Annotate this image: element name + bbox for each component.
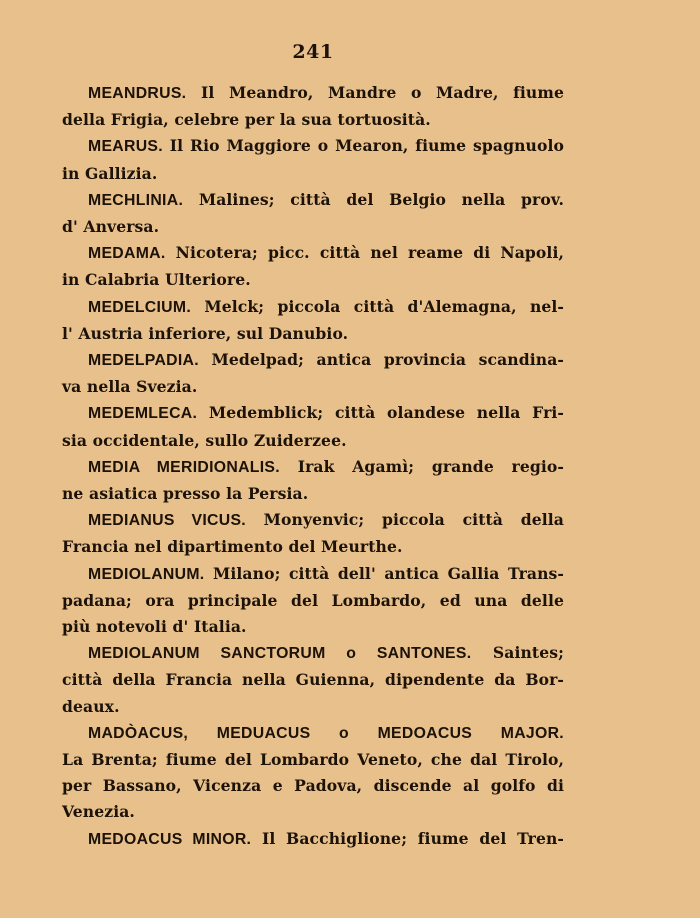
entry-text: più notevoli d' Italia. (62, 617, 247, 637)
entry-headword: MEDOACUS MINOR. (88, 830, 252, 848)
entry-line (62, 240, 564, 267)
entry-line (62, 614, 564, 640)
dictionary-entry (62, 240, 564, 293)
page-number: 241 (292, 41, 334, 63)
entry-text: Monyenvic; piccola città della (245, 510, 564, 530)
entry-text: l' Austria inferiore, sul Danubio. (62, 323, 349, 343)
entry-headword: MEDIA MERIDIONALIS. (88, 458, 280, 476)
entry-line (62, 294, 564, 321)
entry-headword: MEDIOLANUM SANCTORUM o SANTONES. (88, 645, 472, 663)
dictionary-entries (62, 80, 564, 853)
entry-headword: MEDELCIUM. (88, 298, 192, 316)
entry-text: Medemblick; città olandese nella Fri- (197, 403, 564, 423)
entry-line (62, 267, 564, 293)
entry-line (62, 799, 564, 825)
entry-line (62, 400, 564, 427)
book-page (62, 38, 564, 853)
entry-text: Francia nel dipartimento del Meurthe. (62, 537, 403, 557)
entry-text: Venezia. (62, 802, 135, 822)
entry-headword: MEDIOLANUM. (88, 565, 205, 583)
entry-line (62, 588, 564, 614)
entry-line (62, 161, 564, 187)
entry-text: padana; ora principale del Lombardo, ed una delle (62, 590, 564, 610)
entry-text: La Brenta; fiume del Lombardo Veneto, che dal Tirolo, (62, 750, 564, 770)
dictionary-entry (62, 294, 564, 347)
entry-text: Il Rio Maggiore o Mearon, fiume spagnuolo (162, 136, 564, 156)
dictionary-entry (62, 826, 564, 853)
entry-line (62, 481, 564, 507)
entry-line (62, 321, 564, 347)
dictionary-entry (62, 720, 564, 826)
entry-line (62, 187, 564, 214)
entry-text: Milano; città dell' antica Gallia Trans- (204, 563, 564, 583)
dictionary-entry (62, 454, 564, 507)
entry-text: deaux. (62, 696, 120, 716)
entry-headword: MEDAMA. (88, 245, 166, 263)
entry-text: Saintes; (471, 643, 564, 663)
dictionary-entry (62, 507, 564, 560)
entry-text: Medelpad; antica provincia scandina- (198, 350, 564, 370)
dictionary-entry (62, 561, 564, 641)
dictionary-entry (62, 133, 564, 186)
dictionary-entry (62, 400, 564, 453)
entry-line (62, 826, 564, 853)
entry-headword: MECHLINIA. (88, 191, 184, 209)
entry-text: sia occidentale, sullo Zuiderzee. (62, 430, 347, 450)
entry-line (62, 694, 564, 720)
entry-line (62, 428, 564, 454)
entry-headword: MEDIANUS VICUS. (88, 512, 246, 530)
entry-line (62, 534, 564, 560)
entry-text: Nicotera; picc. città nel reame di Napoli, (165, 243, 564, 263)
dictionary-entry (62, 187, 564, 240)
entry-headword: MEDELPADIA. (88, 352, 199, 370)
entry-line (62, 667, 564, 693)
entry-line (62, 640, 564, 667)
entry-text: per Bassano, Vicenza e Padova, discende al golfo di (62, 776, 564, 796)
entry-line (62, 507, 564, 534)
dictionary-entry (62, 347, 564, 400)
entry-text: in Calabria Ulteriore. (62, 270, 251, 290)
entry-text: in Gallizia. (62, 163, 158, 183)
entry-line (62, 107, 564, 133)
entry-text: Malines; città del Belgio nella prov. (183, 189, 564, 209)
entry-line (62, 374, 564, 400)
entry-line (62, 347, 564, 374)
entry-text: Melck; piccola città d'Alemagna, nel- (191, 296, 564, 316)
entry-text: d' Anversa. (62, 217, 160, 237)
entry-text: città della Francia nella Guienna, dipendente da Bor- (62, 670, 564, 690)
entry-text: ne asiatica presso la Persia. (62, 484, 309, 504)
dictionary-entry (62, 80, 564, 133)
entry-line (62, 773, 564, 799)
entry-line (62, 80, 564, 107)
entry-text: Il Bacchiglione; fiume del Tren- (251, 828, 564, 848)
entry-headword: MADÒACUS, MEDUACUS o MEDOACUS MAJOR. (88, 724, 564, 742)
entry-line (62, 214, 564, 240)
entry-text: va nella Svezia. (62, 377, 198, 397)
entry-line (62, 720, 564, 747)
entry-line (62, 747, 564, 773)
entry-headword: MEARUS. (88, 138, 163, 156)
entry-text: Irak Agamì; grande regio- (279, 456, 564, 476)
entry-headword: MEANDRUS. (88, 85, 187, 102)
entry-line (62, 454, 564, 481)
entry-text: Il Meandro, Mandre o Madre, fiume (186, 83, 564, 102)
entry-line (62, 561, 564, 588)
entry-line (62, 133, 564, 160)
dictionary-entry (62, 640, 564, 720)
entry-headword: MEDEMLECA. (88, 405, 198, 423)
entry-text: della Frigia, celebre per la sua tortuosità. (62, 110, 431, 130)
